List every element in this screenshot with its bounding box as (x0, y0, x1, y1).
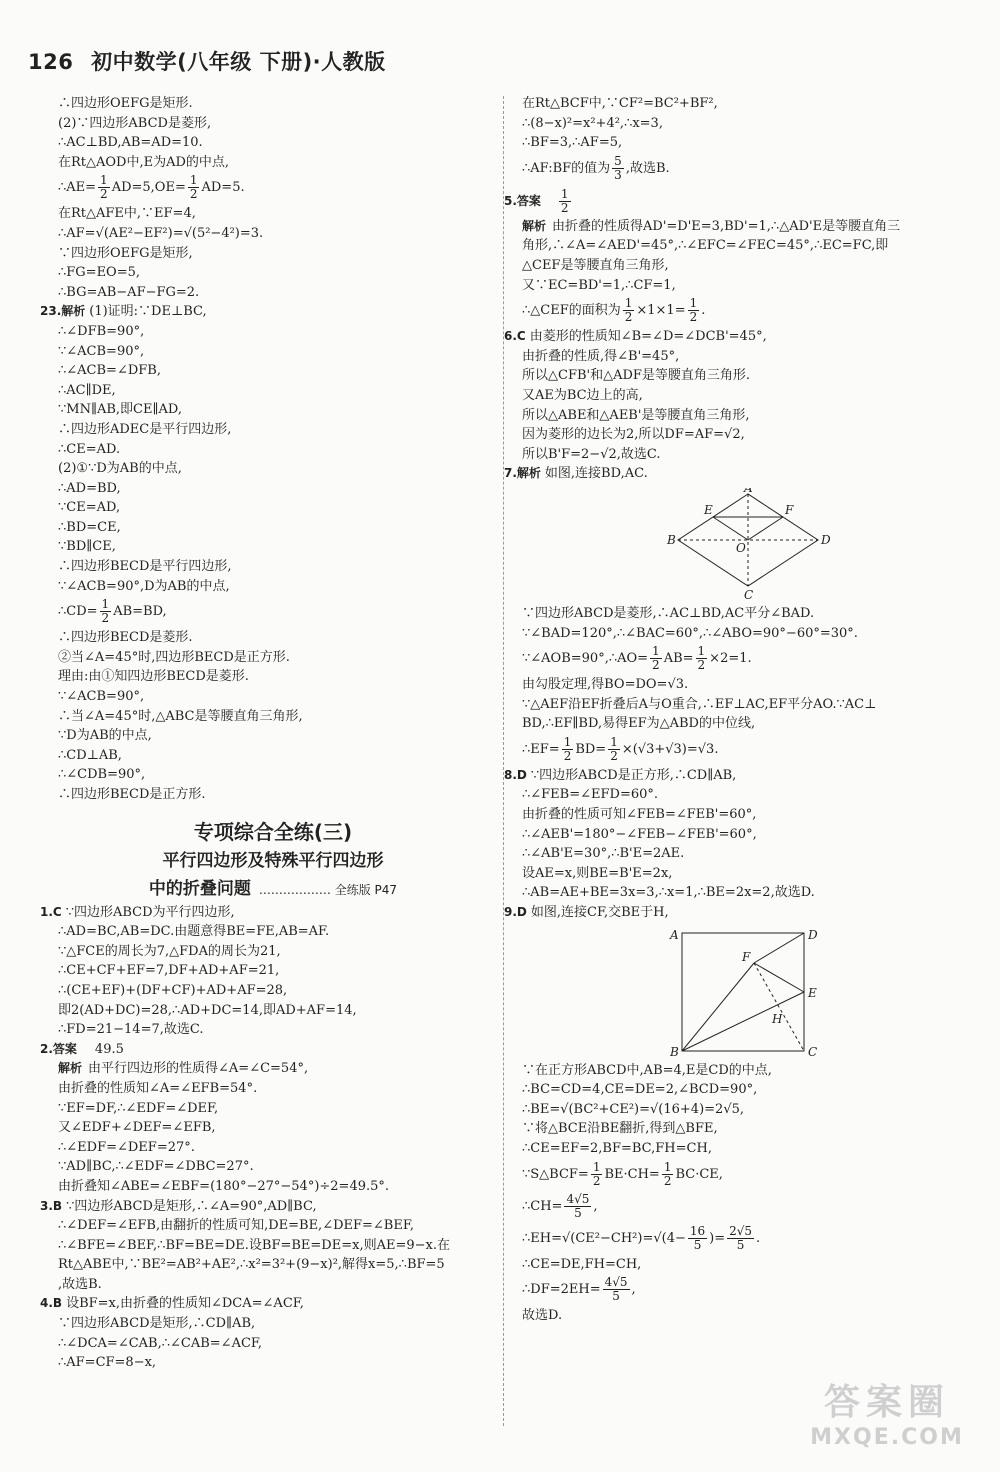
ae-equation: ∴AE= $\frac{1}{2}$ AD=5,OE= $\frac{1}{2}$ AD=5. (58, 173, 245, 202)
text-line: ∴∠EDF=∠DEF=27°. (58, 1139, 195, 1155)
text-line: (2)∵四边形ABCD是菱形, (58, 115, 212, 131)
text-line: ∴四边形BECD是平行四边形, (58, 559, 232, 575)
area-equation: ∵S△BCF= $\frac{1}{2}$ BE·CH= $\frac{1}{2}$ BC·CE, (522, 1159, 723, 1188)
text-line: ∴当∠A=45°时,△ABC是等腰直角三角形, (58, 708, 303, 724)
text-line: 在Rt△BCF中,∵CF²=BC²+BF², (522, 96, 718, 111)
rhombus-figure (522, 488, 962, 600)
text-line: ∴BF=3,∴AF=5, (522, 135, 623, 151)
label-a: A (670, 927, 679, 942)
text-line: 由折叠的性质,得∠B'=45°, (522, 348, 680, 364)
label-f: F (742, 949, 751, 964)
question-label: 7.解析 (504, 466, 541, 481)
section-subtitle-2: 中的折叠问题 ……………… 全练版 P47 (148, 878, 398, 899)
text-line: ∴∠DFB=90°, (58, 323, 145, 339)
text-line: ∴AB=AE+BE=3x=3,∴x=1,∴BE=2x=2,故选D. (522, 885, 815, 901)
text-line: 由勾股定理,得BO=DO=√3. (522, 677, 689, 693)
af-ratio: ∴AF:BF的值为 $\frac{5}{3}$ ,故选B. (522, 153, 670, 182)
text-line: 设AE=x,则BE=B'E=2x, (522, 865, 673, 881)
text-line: ∵EF=DF,∴∠EDF=∠DEF, (58, 1100, 219, 1116)
segment-fd (754, 933, 804, 963)
segment-fe (754, 963, 804, 992)
section-subtitle: 平行四边形及特殊平行四边形 (162, 850, 384, 871)
text-line: ∵AD∥BC,∴∠EDF=∠DBC=27°. (58, 1159, 254, 1175)
question-3: 3.B ∵四边形ABCD是矩形,∴∠A=90°,AD∥BC, (40, 1198, 317, 1214)
square-diagram (522, 927, 962, 1057)
page-header (28, 46, 386, 80)
text-line: ∴∠AB'E=30°,∴B'E=2AE. (522, 846, 685, 862)
text-line: ∵MN∥AB,即CE∥AD, (58, 402, 182, 418)
text-line: 因为菱形的边长为2,所以DF=AF=√2, (522, 427, 745, 443)
text-line: ∴CE=AD. (58, 441, 121, 457)
text-line: ∴(CE+EF)+(DF+CF)+AD+AF=28, (58, 982, 288, 998)
left-column (40, 94, 488, 1373)
segment-fo (748, 517, 783, 540)
text-line: ②当∠A=45°时,四边形BECD是正方形. (58, 649, 290, 665)
question-23: 23.解析 (1)证明:∵DE⊥BC, (40, 304, 207, 320)
question-label: 5.答案 (504, 193, 541, 208)
text-line: ∵∠ACB=90°,D为AB的中点, (58, 578, 230, 594)
section-heading (58, 817, 488, 903)
text-line: 由折叠知∠ABE=∠EBF=(180°−27°−54°)÷2=49.5°. (58, 1178, 390, 1194)
label-e: E (808, 985, 817, 1000)
text-line: ∴∠CDB=90°, (58, 767, 146, 783)
question-label: 2.答案 (40, 1041, 77, 1056)
label-e: E (704, 502, 713, 517)
df-equation: ∴DF=2EH= $\frac{4√5}{5}$ , (522, 1275, 636, 1304)
text-line: 所以△ABE和△AEB'是等腰直角三角形, (522, 407, 750, 423)
text-line: ∴BE=√(BC²+CE²)=√(16+4)=2√5, (522, 1101, 745, 1117)
text-line: 角形,∴∠A=∠AED'=45°,∴∠EFC=∠FEC=45°,∴EC=FC,即 (522, 238, 889, 254)
text-line: ∴四边形OEFG是矩形. (58, 96, 193, 111)
question-9: 9.D 如图,连接CF,交BE于H, (504, 905, 669, 921)
section-title: 专项综合全练(三) (193, 819, 353, 844)
label-d: D (821, 532, 831, 547)
text-line: ∴FG=EO=5, (58, 265, 141, 281)
text-line: ∴CE=EF=2,BF=BC,FH=CH, (522, 1141, 712, 1156)
answer-value: 49.5 (94, 1041, 124, 1057)
text-line: ∴CD⊥AB, (58, 747, 122, 763)
watermark-logo: 答案圈 MXQE.COM (810, 1382, 964, 1450)
cd-equation: ∴CD= $\frac{1}{2}$ AB=BD, (58, 597, 167, 626)
text-line: 由折叠的性质可知∠FEB=∠FEB'=60°, (522, 807, 757, 823)
text-line: Rt△ABE中,∵BE²=AB²+AE²,∴x²=3²+(9−x)²,解得x=5,∴BF=5 (58, 1257, 445, 1273)
text-line: 故选D. (522, 1308, 563, 1324)
eh-equation: ∴EH=√(CE²−CH²)=√(4− $\frac{16}{5}$ )= $\frac{2√5}{5}$ . (522, 1223, 761, 1252)
text-line: ∴∠DCA=∠CAB,∴∠CAB=∠ACF, (58, 1335, 263, 1351)
rhombus-diagram (522, 488, 962, 600)
text-line: ∴∠AEB'=180°−∠FEB−∠FEB'=60°, (522, 826, 757, 842)
question-7: 7.解析 如图,连接BD,AC. (504, 466, 648, 482)
text-line: (2)①∵D为AB的中点, (58, 461, 182, 477)
text-line: ∵D为AB的中点, (58, 728, 152, 744)
text-line: ∴AC∥DE, (58, 382, 116, 398)
question-2 (40, 1040, 488, 1060)
label-f: F (785, 502, 794, 517)
text-line: ∵在正方形ABCD中,AB=4,E是CD的中点, (522, 1062, 772, 1078)
label-c: C (744, 587, 754, 600)
text-line: ∵四边形OEFG是矩形, (58, 245, 193, 261)
page-reference: ……………… 全练版 P47 (258, 882, 398, 897)
text-line: 所以△CFB'和△ADF是等腰直角三角形. (522, 368, 751, 384)
text-line: ∵∠ACB=90°, (58, 343, 145, 359)
text-line: ∵四边形ABCD是矩形,∴CD∥AB, (58, 1316, 256, 1332)
text-line: ∴AF=√(AE²−EF²)=√(5²−4²)=3. (58, 225, 264, 241)
segment-bf (682, 963, 754, 1051)
label-a: A (744, 487, 753, 495)
text-line: ∴BG=AB−AF−FG=2. (58, 284, 200, 300)
question-label: 8.D (504, 767, 527, 782)
text-line: 理由:由①知四边形BECD是菱形. (58, 669, 249, 685)
text-line: ∴∠BFE=∠BEF,∴BF=BE=DE.设BF=BE=DE=x,则AE=9−x.在 (58, 1237, 450, 1253)
text-line: ∴BD=CE, (58, 519, 121, 535)
label-h: H (772, 1011, 783, 1026)
question-label: 23.解析 (40, 304, 86, 319)
right-column (504, 94, 962, 1326)
text-line: ∵∠ACB=90°, (58, 689, 145, 705)
text-line: 解析 由折叠的性质得AD'=D'E=3,BD'=1,∴△AD'E是等腰直角三 (522, 218, 901, 234)
text-line: ∵△FCE的周长为7,△FDA的周长为21, (58, 943, 281, 959)
question-1: 1.C ∵四边形ABCD为平行四边形, (40, 904, 235, 920)
text-line: ∴AD=BD, (58, 480, 121, 496)
question-8: 8.D ∵四边形ABCD是正方形,∴CD∥AB, (504, 767, 737, 783)
text-line: ∵BD∥CE, (58, 539, 116, 555)
segment-be (682, 992, 804, 1051)
square-figure (522, 927, 962, 1057)
question-label: 9.D (504, 905, 527, 920)
text-line: ∴四边形BECD是正方形. (58, 787, 206, 802)
text-line: ∵将△BCE沿BE翻折,得到△BFE, (522, 1121, 718, 1137)
text-line: ∴∠ACB=∠DFB, (58, 363, 161, 379)
text-line: ∴∠DEF=∠EFB,由翻折的性质可知,DE=BE,∠DEF=∠BEF, (58, 1218, 414, 1234)
book-title: 初中数学(八年级 下册)·人教版 (91, 50, 386, 74)
text-line: BD,∴EF∥BD,易得EF为△ABD的中位线, (522, 716, 756, 732)
text-line: ∴BC=CD=4,CE=DE=2,∠BCD=90°, (522, 1082, 758, 1098)
text-line: ∵∠BAD=120°,∴∠BAC=60°,∴∠ABO=90°−60°=30°. (522, 625, 858, 641)
label-b: B (670, 1044, 679, 1057)
text-line: ∴四边形ADEC是平行四边形, (58, 421, 232, 437)
text-line: 在Rt△AOD中,E为AD的中点, (58, 154, 230, 170)
text-line: ∴AC⊥BD,AB=AD=10. (58, 135, 203, 151)
label-c: C (808, 1044, 818, 1057)
text-line: ∵CE=AD, (58, 500, 121, 516)
column-divider (503, 96, 504, 1426)
text-line: ∴∠FEB=∠EFD=60°. (522, 787, 659, 803)
text-line: ∵△AEF沿EF折叠后A与O重合,∴EF⊥AC,EF平分AO.∵AC⊥ (522, 696, 877, 712)
segment-fc (754, 963, 804, 1051)
question-6: 6.C 由菱形的性质知∠B=∠D=∠DCB'=45°, (504, 329, 767, 345)
text-line: ∴AF=CF=8−x, (58, 1355, 157, 1371)
ef-equation: ∴EF= $\frac{1}{2}$ BD= $\frac{1}{2}$ ×(√3+√3)=√3. (522, 734, 719, 763)
text-line: 又∵EC=BD'=1,∴CF=1, (522, 277, 676, 293)
segment-eo (713, 517, 748, 540)
question-label: 3.B (40, 1198, 63, 1213)
text-line: ,故选B. (58, 1276, 102, 1292)
question-label: 1.C (40, 904, 62, 919)
text-line: 所以B'F=2−√2,故选C. (522, 446, 661, 462)
text-line: ∵四边形ABCD是菱形,∴AC⊥BD,AC平分∠BAD. (522, 605, 815, 621)
question-label: 6.C (504, 329, 526, 344)
text-line: 在Rt△AFE中,∵EF=4, (58, 206, 196, 222)
ch-equation: ∴CH= $\frac{4√5}{5}$ , (522, 1191, 598, 1220)
text-line: ∴CE+CF+EF=7,DF+AD+AF=21, (58, 963, 280, 979)
label-d: D (808, 927, 818, 942)
question-label: 4.B (40, 1296, 63, 1311)
label-b: B (667, 532, 676, 547)
text-line: ∴AD=BC,AB=DC.由题意得BE=FE,AB=AF. (58, 924, 330, 940)
text-line: 又AE为BC边上的高, (522, 387, 643, 403)
label-o: O (736, 540, 746, 555)
cef-area: ∴△CEF的面积为 $\frac{1}{2}$ ×1×1= $\frac{1}{2}$ . (522, 296, 706, 325)
text-line: ∴FD=21−14=7,故选C. (58, 1022, 204, 1038)
text-line: ∴四边形BECD是菱形. (58, 630, 193, 646)
question-4: 4.B 设BF=x,由折叠的性质知∠DCA=∠ACF, (40, 1296, 304, 1312)
text-line: 解析 由平行四边形的性质得∠A=∠C=54°, (58, 1061, 309, 1077)
text-line: 又∠EDF+∠DEF=∠EFB, (58, 1120, 216, 1136)
question-5: 5.答案 $\frac{1}{2}$ (504, 186, 569, 215)
text-line: ∴(8−x)²=x²+4²,∴x=3, (522, 115, 663, 131)
page-number: 126 (28, 50, 74, 74)
text-line: 由折叠的性质知∠A=∠EFB=54°. (58, 1080, 258, 1096)
ao-equation: ∵∠AOB=90°,∴AO= $\frac{1}{2}$ AB= $\frac{1}{2}$ ×2=1. (522, 644, 752, 673)
text-line: 即2(AD+DC)=28,∴AD+DC=14,即AD+AF=14, (58, 1002, 357, 1018)
text-line: ∴CE=DE,FH=CH, (522, 1256, 642, 1272)
text-line: △CEF是等腰直角三角形, (522, 257, 669, 273)
